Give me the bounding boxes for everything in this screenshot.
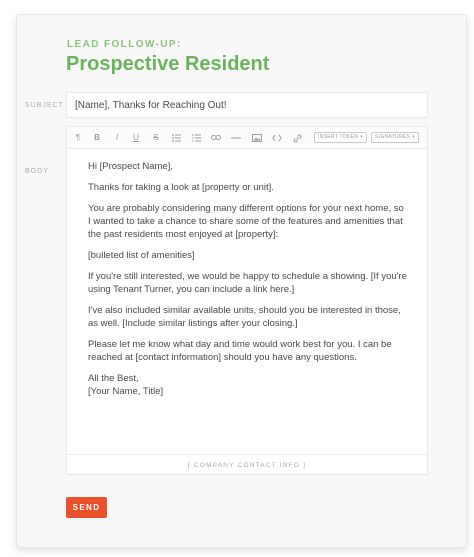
subject-input[interactable]: [Name], Thanks for Reaching Out! [66, 92, 428, 118]
send-button[interactable]: SEND [66, 497, 107, 518]
company-contact-info: [ COMPANY CONTACT INFO ] [187, 462, 307, 469]
email-paragraph: You are probably considering many different options for your next home, so I wanted to take a chance to share some of the features and amenities that the past residents most enjoyed at [property]: [88, 203, 404, 240]
strikethrough-button[interactable]: S [153, 133, 159, 142]
link-icon[interactable] [210, 131, 222, 145]
image-icon[interactable] [251, 131, 263, 145]
email-paragraph: Please let me know what day and time would work best for you. I can be reached at [contact information] should you have any questions. [88, 339, 392, 363]
body-editor[interactable] [66, 126, 428, 475]
signatures-label: SIGNATURES [375, 134, 411, 140]
bold-button[interactable]: B [94, 133, 100, 142]
editor-toolbar [67, 127, 427, 149]
code-icon[interactable] [271, 131, 283, 145]
subject-label: SUBJECT [25, 102, 64, 109]
insert-token-dropdown[interactable] [314, 132, 367, 143]
email-body-text[interactable] [88, 160, 408, 398]
insert-token-label: INSERT TOKEN [318, 134, 359, 140]
email-paragraph: Thanks for taking a look at [property or unit]. [88, 182, 274, 193]
signatures-dropdown[interactable] [371, 132, 419, 143]
template-category-label: LEAD FOLLOW-UP: [67, 39, 182, 50]
bullet-list-icon[interactable] [170, 131, 182, 145]
page-title: Prospective Resident [66, 53, 270, 75]
paragraph-button[interactable]: ¶ [75, 133, 81, 142]
underline-button[interactable]: U [133, 133, 139, 142]
email-greeting: Hi [Prospect Name], [88, 161, 173, 172]
italic-button[interactable]: I [115, 133, 119, 142]
chevron-down-icon: ▾ [412, 134, 415, 140]
email-paragraph: If you're still interested, we would be happy to schedule a showing. [If you're using Tenant Turner, you can include a link here.] [88, 271, 407, 295]
email-template-card [16, 14, 467, 548]
chevron-down-icon: ▾ [360, 134, 363, 140]
horizontal-rule-icon[interactable] [230, 131, 242, 145]
numbered-list-icon[interactable] [190, 131, 202, 145]
email-closing: All the Best, [88, 373, 139, 384]
email-paragraph: [bulleted list of amenities] [88, 250, 195, 261]
unlink-icon[interactable] [291, 131, 303, 145]
divider [67, 454, 427, 455]
body-label: BODY [25, 168, 49, 175]
email-paragraph: I've also included similar available units, should you be interested in those, as well. [Include similar listings after your closing.] [88, 305, 401, 329]
email-signature: [Your Name, Title] [88, 386, 164, 397]
